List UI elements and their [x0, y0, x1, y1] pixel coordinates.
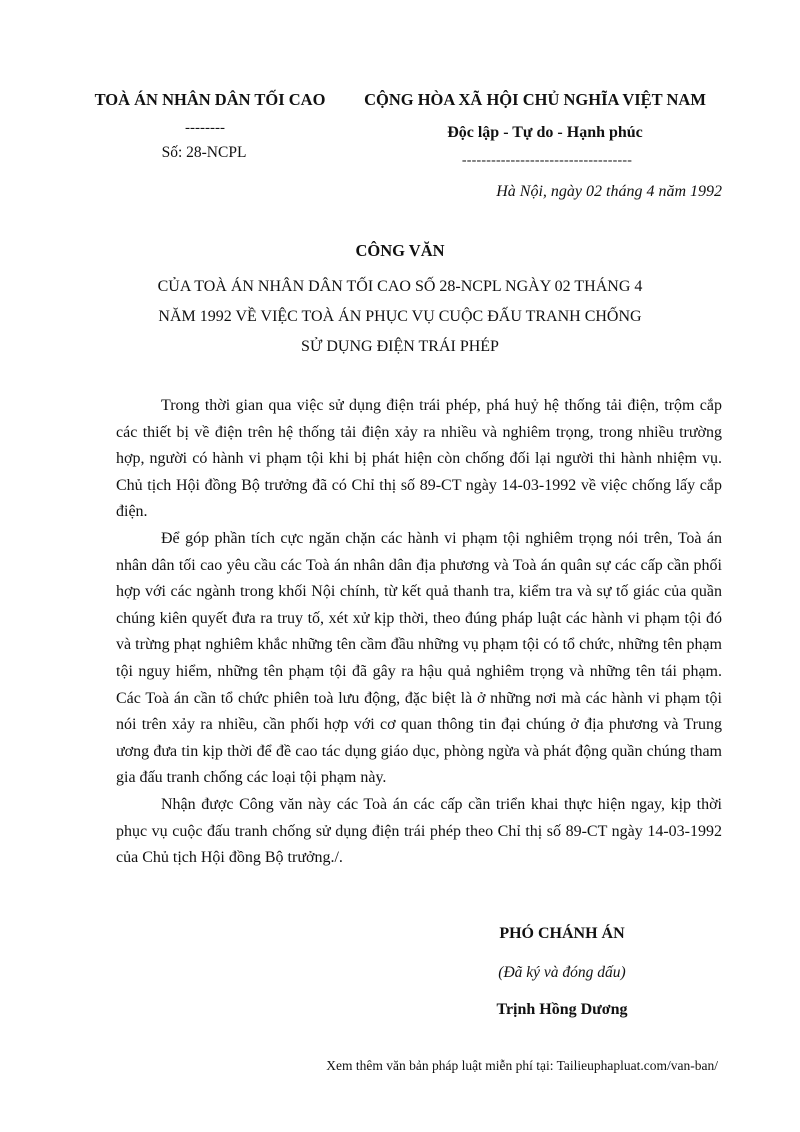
document-body [116, 393, 722, 872]
subject-line: SỬ DỤNG ĐIỆN TRÁI PHÉP [301, 338, 499, 355]
subject-line: CỦA TOÀ ÁN NHÂN DÂN TỐI CAO SỐ 28-NCPL NGÀY 02 THÁNG 4 [157, 278, 643, 295]
footer-note: Xem thêm văn bản pháp luật miễn phí tại: Tailieuphapluat.com/van-ban/ [326, 1058, 718, 1073]
motto-separator: ----------------------------------- [461, 153, 633, 168]
issuer-name: TOÀ ÁN NHÂN DÂN TỐI CAO [94, 90, 326, 109]
signer-name: Trịnh Hồng Dương [496, 1001, 628, 1018]
subject-line: NĂM 1992 VỀ VIỆC TOÀ ÁN PHỤC VỤ CUỘC ĐẤU TRANH CHỐNG [158, 308, 642, 325]
national-header-block [340, 88, 730, 170]
signature-note: (Đã ký và đóng dấu) [498, 964, 626, 981]
document-type: CÔNG VĂN [355, 241, 445, 260]
body-paragraph: Để góp phần tích cực ngăn chặn các hành vi phạm tội nghiêm trọng nói trên, Toà án nhân dân tối cao yêu cầu các Toà án nhân dân địa phương và Toà án quân sự các cấp cần phối hợp với các ngành trong khối Nội chính, từ kết quả thanh tra, kiểm tra và sự tố giác của quần chúng kiên quyết đưa ra truy tố, xét xử kịp thời, theo đúng pháp luật các hành vi phạm tội đó và trừng phạt nghiêm khắc những tên cầm đầu những vụ phạm tội có tổ chức, những tên phạm tội nguy hiểm, những tên phạm tội đã gây ra hậu quả nghiêm trọng và những tên tái phạm. Các Toà án cần tổ chức phiên toà lưu động, đặc biệt là ở những nơi mà các hành vi phạm tội nói trên xảy ra nhiều, cần phối hợp với cơ quan thông tin đại chúng ở địa phương và Trung ương đưa tin kịp thời để đề cao tác dụng giáo dục, phòng ngừa và phát động quần chúng tham gia đấu tranh chống các loại tội phạm này. [116, 529, 722, 787]
place-and-date: Hà Nội, ngày 02 tháng 4 năm 1992 [496, 183, 722, 200]
signer-title: PHÓ CHÁNH ÁN [499, 925, 625, 942]
document-number: Số: 28-NCPL [161, 144, 247, 161]
body-paragraph: Nhận được Công văn này các Toà án các cấp cần triển khai thực hiện ngay, kịp thời phục vụ cuộc đấu tranh chống sử dụng điện trái phép theo Chỉ thị số 89-CT ngày 14-03-1992 của Chủ tịch Hội đồng Bộ trưởng./. [116, 795, 722, 867]
country-name: CỘNG HÒA XÃ HỘI CHỦ NGHĨA VIỆT NAM [364, 90, 706, 109]
national-motto: Độc lập - Tự do - Hạnh phúc [447, 124, 643, 141]
signature-block [462, 922, 662, 1022]
issuer-block [80, 88, 340, 164]
body-paragraph: Trong thời gian qua việc sử dụng điện trái phép, phá huỷ hệ thống tải điện, trộm cắp các thiết bị về điện trên hệ thống tải điện xảy ra nhiều và nghiêm trọng, trong nhiều trường hợp, người có hành vi phạm tội khi bị phát hiện còn chống đối lại người thi hành nhiệm vụ. Chủ tịch Hội đồng Bộ trưởng đã có Chỉ thị số 89-CT ngày 14-03-1992 về việc chống lấy cắp điện. [116, 397, 722, 521]
issuer-separator: -------- [185, 120, 225, 136]
document-title-block [80, 240, 720, 362]
